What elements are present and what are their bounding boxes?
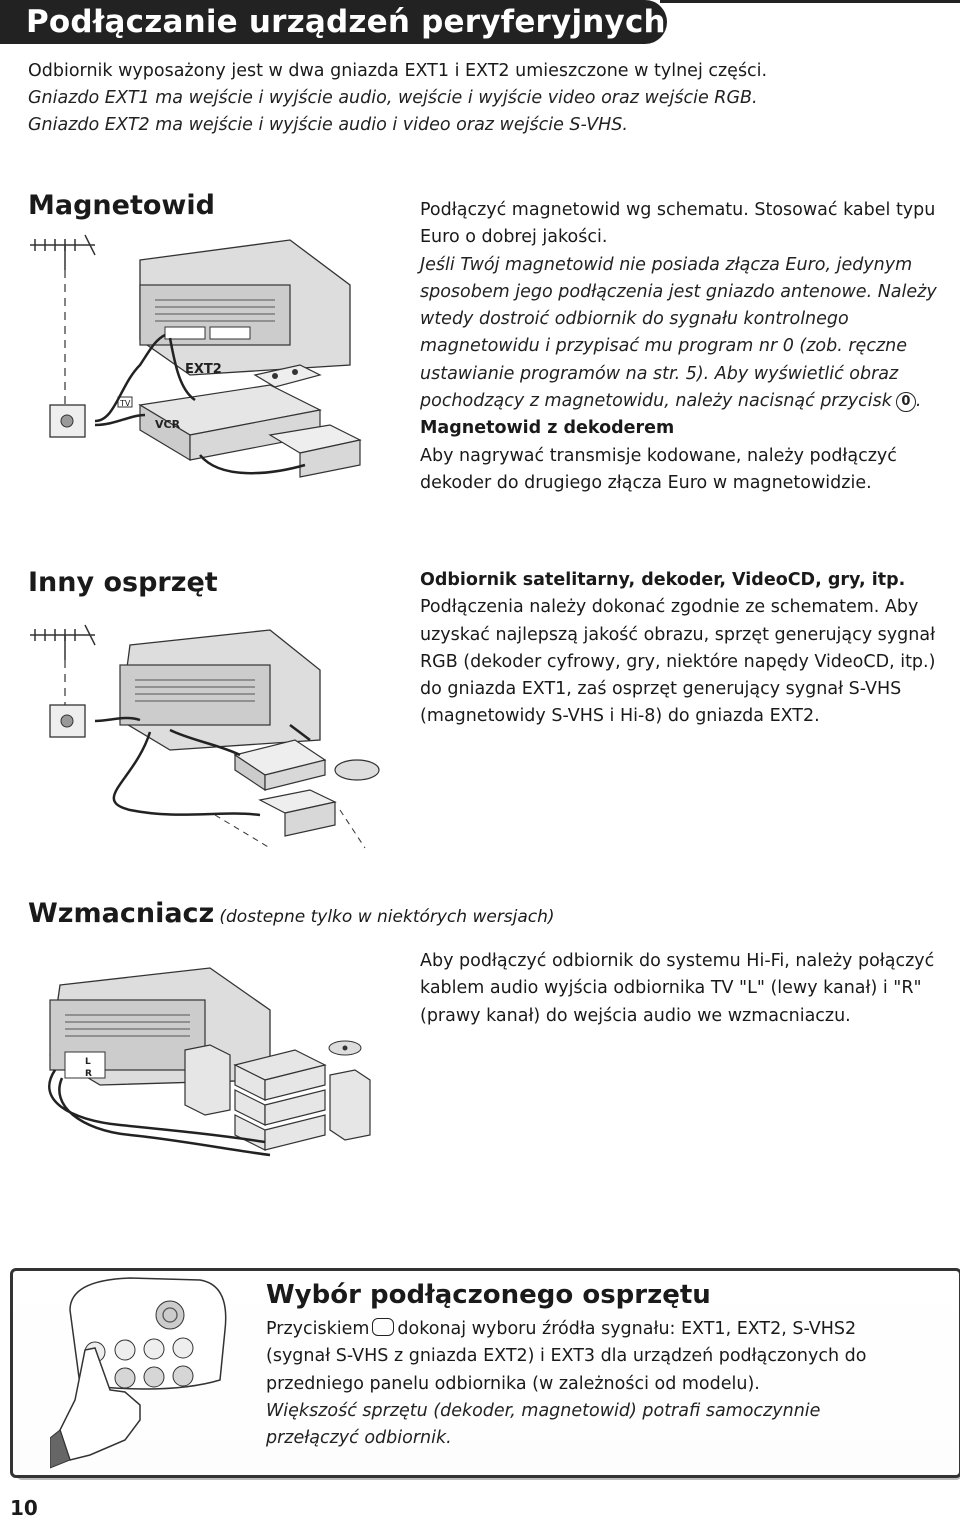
amp-text <box>420 948 950 1030</box>
tv-label: TV <box>120 399 131 408</box>
select-p2: Większość sprzętu (dekoder, magnetowid) potrafi samoczynnie przełączyć odbiornik. <box>266 1400 821 1449</box>
vcr-diagram <box>20 225 380 485</box>
select-p1 <box>266 1316 906 1398</box>
intro-line-1: Odbiornik wyposażony jest w dwa gniazda EXT1 i EXT2 umieszczone w tylnej części. <box>28 61 768 81</box>
amp-p1: Aby podłączyć odbiornik do systemu Hi-Fi, należy połączyć kablem audio wyjścia odbiornika TV "L" (lewy kanał) i "R" (prawy kanał) do wejścia audio we wzmacniaczu. <box>420 951 935 1026</box>
vcr-p3: Aby nagrywać transmisje kodowane, należy podłączyć dekoder do drugiego złącza Euro w magnetowidzie. <box>420 445 897 493</box>
intro-text <box>28 58 928 139</box>
remote-illustration <box>50 1270 250 1470</box>
header-rule <box>660 0 960 3</box>
vcr-p1: Podłączyć magnetowid wg schematu. Stosować kabel typu Euro o dobrej jakości. <box>420 200 936 248</box>
other-diagram <box>20 620 390 850</box>
select-heading: Wybór podłączonego osprzętu <box>266 1280 711 1310</box>
source-button-icon <box>372 1318 394 1336</box>
vcr-text <box>420 197 940 497</box>
vcr-heading: Magnetowid <box>28 190 215 221</box>
vcr-p2-end: . <box>915 391 922 412</box>
page-title: Podłączanie urządzeń peryferyjnych <box>26 4 666 40</box>
amp-heading: Wzmacniacz <box>28 898 215 929</box>
intro-line-2: Gniazdo EXT1 ma wejście i wyjście audio, wejście i wyjście video oraz wejście RGB. <box>28 88 758 108</box>
vcr-p2 <box>420 252 940 416</box>
amp-diagram <box>40 960 390 1170</box>
amp-heading-row <box>28 898 555 929</box>
vcr-label: VCR <box>155 418 181 431</box>
select-text <box>266 1316 906 1452</box>
vcr-sub-heading: Magnetowid z dekoderem <box>420 418 675 439</box>
ext2-label: EXT2 <box>185 362 222 377</box>
select-p1-post: dokonaj wyboru źródła sygnału: EXT1, EXT2, S-VHS2 (sygnał S-VHS z gniazda EXT2) i EXT3 dla urządzeń podłączonych do przedniego panelu odbiornika (w zależności od modelu). <box>266 1319 867 1394</box>
page-number: 10 <box>10 1496 38 1520</box>
vcr-p2-text: Jeśli Twój magnetowid nie posiada złącza Euro, jedynym sposobem jego podłączenia jest gniazdo antenowe. Należy wtedy dostroić odbiornik do sygnału kontrolnego magnetowidu i przypisać mu program nr 0 (zob. ręczne ustawianie programów na str. 5). Aby wyświetlić obraz pochodzący z magnetowidu, należy nacisnąć przycisk <box>420 254 937 412</box>
r-label: R <box>85 1069 92 1079</box>
amp-heading-note: (dostepne tylko w niektórych wersjach) <box>219 907 555 927</box>
select-p1-pre: Przyciskiem <box>266 1319 370 1339</box>
other-text <box>420 567 940 731</box>
key-0-icon: 0 <box>896 392 916 412</box>
intro-line-3: Gniazdo EXT2 ma wejście i wyjście audio i video oraz wejście S-VHS. <box>28 115 628 135</box>
other-p2: Podłączenia należy dokonać zgodnie ze schematem. Aby uzyskać najlepszą jakość obrazu, sprzęt generujący sygnał RGB (dekoder cyfrowy, gry, niektóre napędy VideoCD, itp.) do gniazda EXT1, zaś osprzęt generujący sygnał S-VHS (magnetowidy S-VHS i Hi-8) do gniazda EXT2. <box>420 597 936 727</box>
l-label: L <box>85 1057 91 1067</box>
other-heading: Inny osprzęt <box>28 567 218 598</box>
other-sub-heading: Odbiornik satelitarny, dekoder, VideoCD, gry, itp. <box>420 570 906 590</box>
